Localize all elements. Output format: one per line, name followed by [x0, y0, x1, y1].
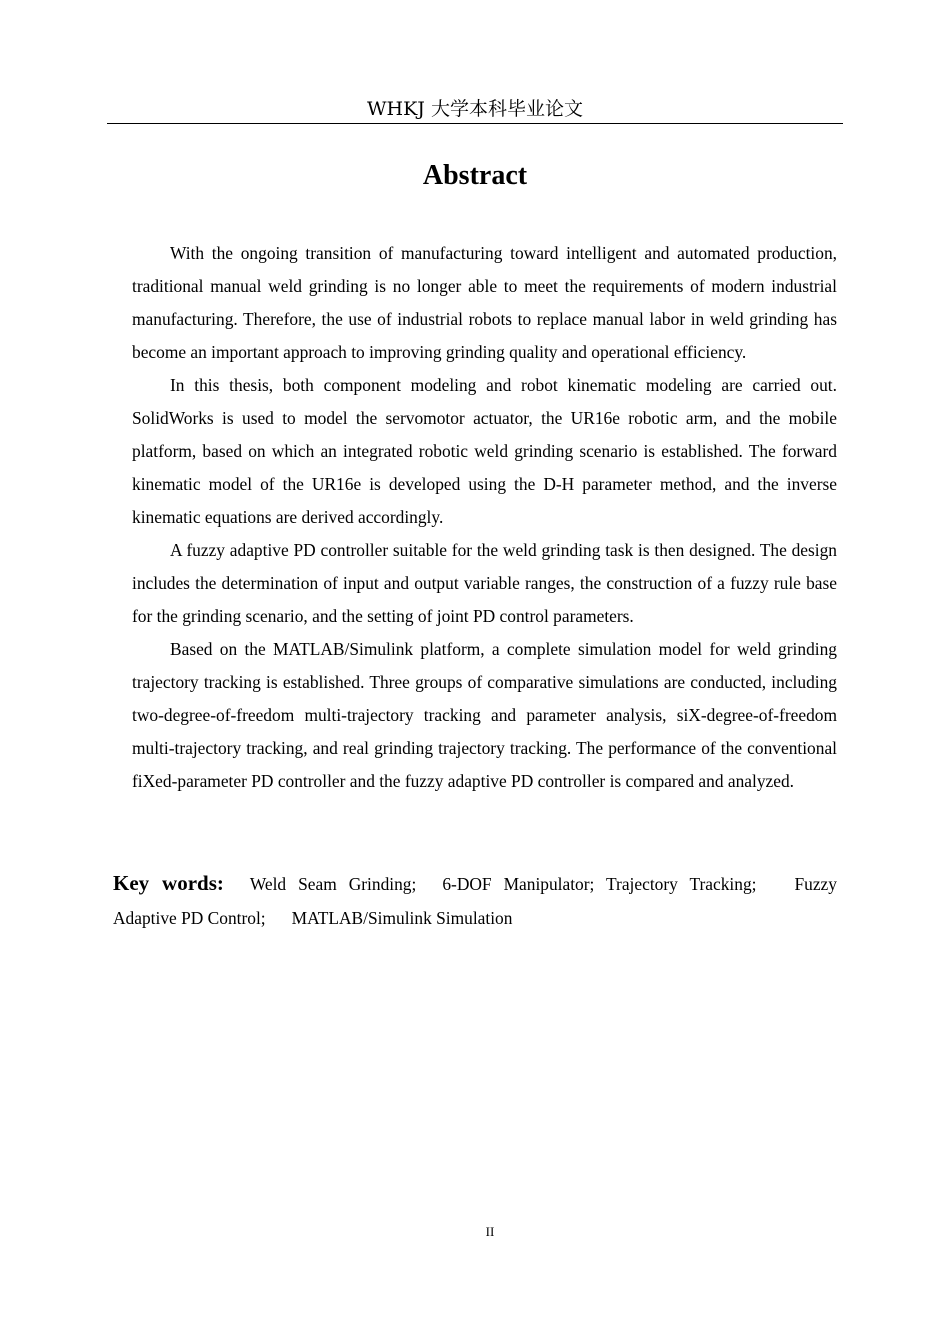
page-header	[107, 96, 843, 124]
keywords	[113, 866, 837, 935]
page-number: II	[485, 1224, 495, 1239]
keyword-item: Trajectory Tracking;	[606, 874, 757, 894]
abstract-title: Abstract	[422, 160, 528, 191]
keyword-item: Weld Seam Grinding;	[249, 874, 417, 894]
keyword-item: MATLAB/Simulink Simulation	[291, 908, 513, 928]
header-text: WHKJ 大学本科毕业论文	[367, 98, 583, 120]
paragraph: Based on the MATLAB/Simulink platform, a complete simulation model for weld grinding trajectory tracking is established. Three groups of comparative simulations are conducted, including two-degree-of-freedom multi-trajectory tracking and parameter analysis, siX-degree-of-freedom multi-trajectory tracking, and real grinding trajectory tracking. The performance of the conventional fiXed-parameter PD controller and the fuzzy adaptive PD controller is compared and analyzed.	[132, 639, 837, 791]
abstract-body	[132, 237, 837, 798]
keywords-label: Key words:	[113, 871, 224, 895]
paragraph: A fuzzy adaptive PD controller suitable for the weld grinding task is then designed. The design includes the determination of input and output variable ranges, the construction of a fuzzy rule base for the grinding scenario, and the setting of joint PD control parameters.	[132, 540, 837, 626]
keyword-item: 6-DOF Manipulator;	[442, 874, 595, 894]
paragraph: With the ongoing transition of manufacturing toward intelligent and automated production, traditional manual weld grinding is no longer able to meet the requirements of modern industrial manufacturing. Therefore, the use of industrial robots to replace manual labor in weld grinding has become an important approach to improving grinding quality and operational efficiency.	[132, 243, 837, 362]
keyword-item: Fuzzy Adaptive PD Control;	[113, 874, 837, 928]
paragraph: In this thesis, both component modeling and robot kinematic modeling are carried out. SolidWorks is used to model the servomotor actuator, the UR16e robotic arm, and the mobile platform, based on which an integrated robotic weld grinding scenario is established. The forward kinematic model of the UR16e is developed using the D-H parameter method, and the inverse kinematic equations are derived accordingly.	[132, 375, 837, 527]
